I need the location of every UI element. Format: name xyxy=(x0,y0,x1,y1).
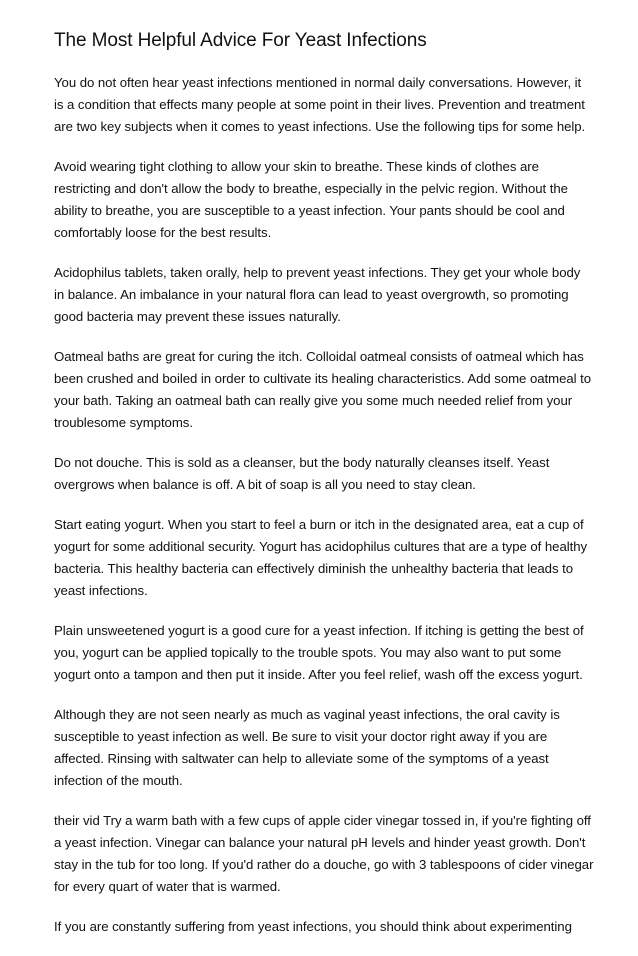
document-title: The Most Helpful Advice For Yeast Infections xyxy=(54,30,427,51)
paragraph-9: their vid Try a warm bath with a few cups of apple cider vinegar tossed in, if you're fighting off a yeast infection. Vinegar can balance your natural pH levels and hinder yeast growth. Don't stay in the tub for too long. If you'd rather do a douche, go with 3 tablespoons of cider vinegar for every quart of water that is warmed. xyxy=(54,813,594,894)
paragraph-7: Plain unsweetened yogurt is a good cure for a yeast infection. If itching is getting the best of you, yogurt can be applied topically to the trouble spots. You may also want to put some yogurt onto a tampon and then put it inside. After you feel relief, wash off the excess yogurt. xyxy=(54,623,584,682)
document-page xyxy=(54,28,594,956)
paragraph-2: Avoid wearing tight clothing to allow your skin to breathe. These kinds of clothes are restricting and don't allow the body to breathe, especially in the pelvic region. Without the ability to breathe, you are susceptible to a yeast infection. Your pants should be cool and comfortably loose for the best results. xyxy=(54,159,568,240)
paragraph-8: Although they are not seen nearly as much as vaginal yeast infections, the oral cavity is susceptible to yeast infection as well. Be sure to visit your doctor right away if you are affected. Rinsing with saltwater can help to alleviate some of the symptoms of a yeast infection of the mouth. xyxy=(54,707,560,788)
paragraph-5: Do not douche. This is sold as a cleanser, but the body naturally cleanses itself. Yeast overgrows when balance is off. A bit of soap is all you need to stay clean. xyxy=(54,455,550,492)
paragraph-6: Start eating yogurt. When you start to feel a burn or itch in the designated area, eat a cup of yogurt for some additional security. Yogurt has acidophilus cultures that are a type of healthy bacteria. This healthy bacteria can effectively diminish the unhealthy bacteria that leads to yeast infections. xyxy=(54,517,588,598)
paragraph-1: You do not often hear yeast infections mentioned in normal daily conversations. However, it is a condition that effects many people at some point in their lives. Prevention and treatment are two key subjects when it comes to yeast infections. Use the following tips for some help. xyxy=(54,75,586,134)
paragraph-3: Acidophilus tablets, taken orally, help to prevent yeast infections. They get your whole body in balance. An imbalance in your natural flora can lead to yeast overgrowth, so promoting good bacteria may prevent these issues naturally. xyxy=(54,265,581,324)
paragraph-10: If you are constantly suffering from yeast infections, you should think about experimenting xyxy=(54,919,572,934)
paragraph-4: Oatmeal baths are great for curing the itch. Colloidal oatmeal consists of oatmeal which has been crushed and boiled in order to cultivate its healing characteristics. Add some oatmeal to your bath. Taking an oatmeal bath can really give you some much needed relief from your troublesome symptoms. xyxy=(54,349,592,430)
